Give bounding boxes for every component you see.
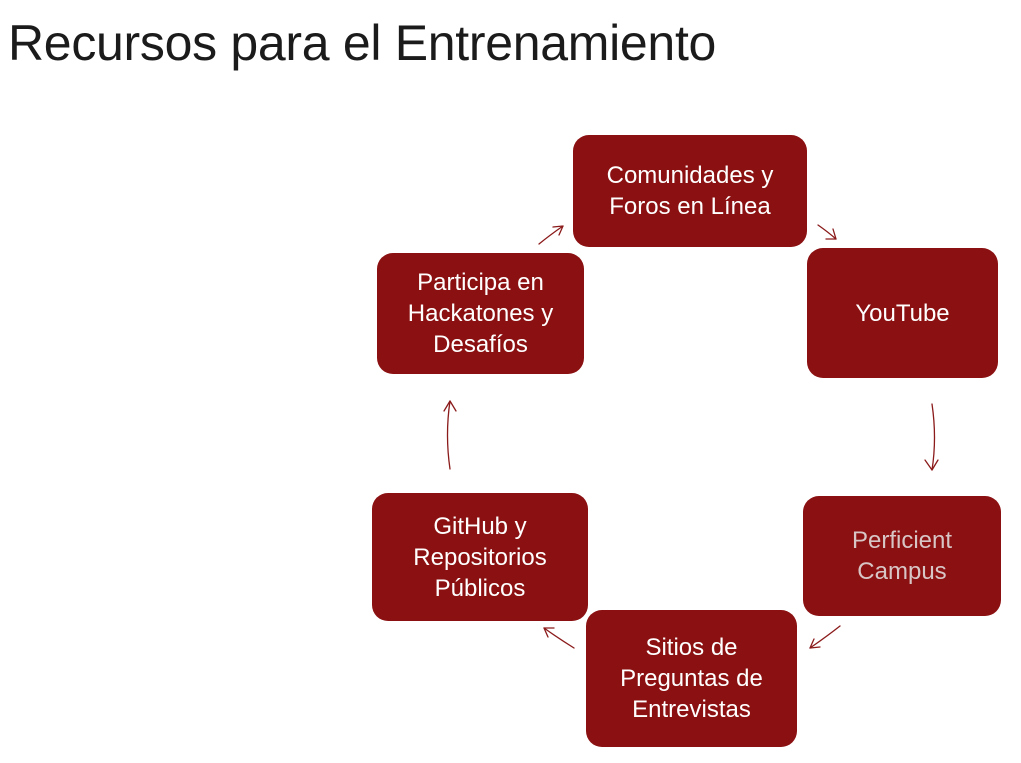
- arrow-comunidades-to-youtube: [818, 225, 836, 239]
- arrow-hackatones-to-comunidades: [539, 226, 563, 244]
- node-comunidades-label: Comunidades y Foros en Línea: [606, 162, 774, 220]
- node-sitios-label: Sitios de Preguntas de Entrevistas: [620, 634, 763, 723]
- node-github-label: GitHub y Repositorios Públicos: [413, 512, 547, 602]
- arrow-sitios-to-github: [544, 628, 574, 648]
- node-youtube-label: YouTube: [855, 299, 950, 327]
- arrow-github-to-hackatones: [444, 401, 456, 469]
- node-github[interactable]: [372, 493, 588, 621]
- node-sitios[interactable]: [586, 610, 797, 747]
- arrow-youtube-to-perficient: [925, 404, 938, 470]
- node-perficient-label: Perficient Campus: [851, 527, 953, 585]
- node-hackatones-label: Participa en Hackatones y Desafíos: [407, 269, 554, 358]
- node-hackatones[interactable]: [377, 253, 584, 374]
- arrow-perficient-to-sitios: [810, 626, 840, 648]
- node-youtube[interactable]: [807, 248, 998, 378]
- node-comunidades[interactable]: [573, 135, 807, 247]
- node-perficient[interactable]: [803, 496, 1001, 616]
- slide-title: Recursos para el Entrenamiento: [8, 15, 717, 71]
